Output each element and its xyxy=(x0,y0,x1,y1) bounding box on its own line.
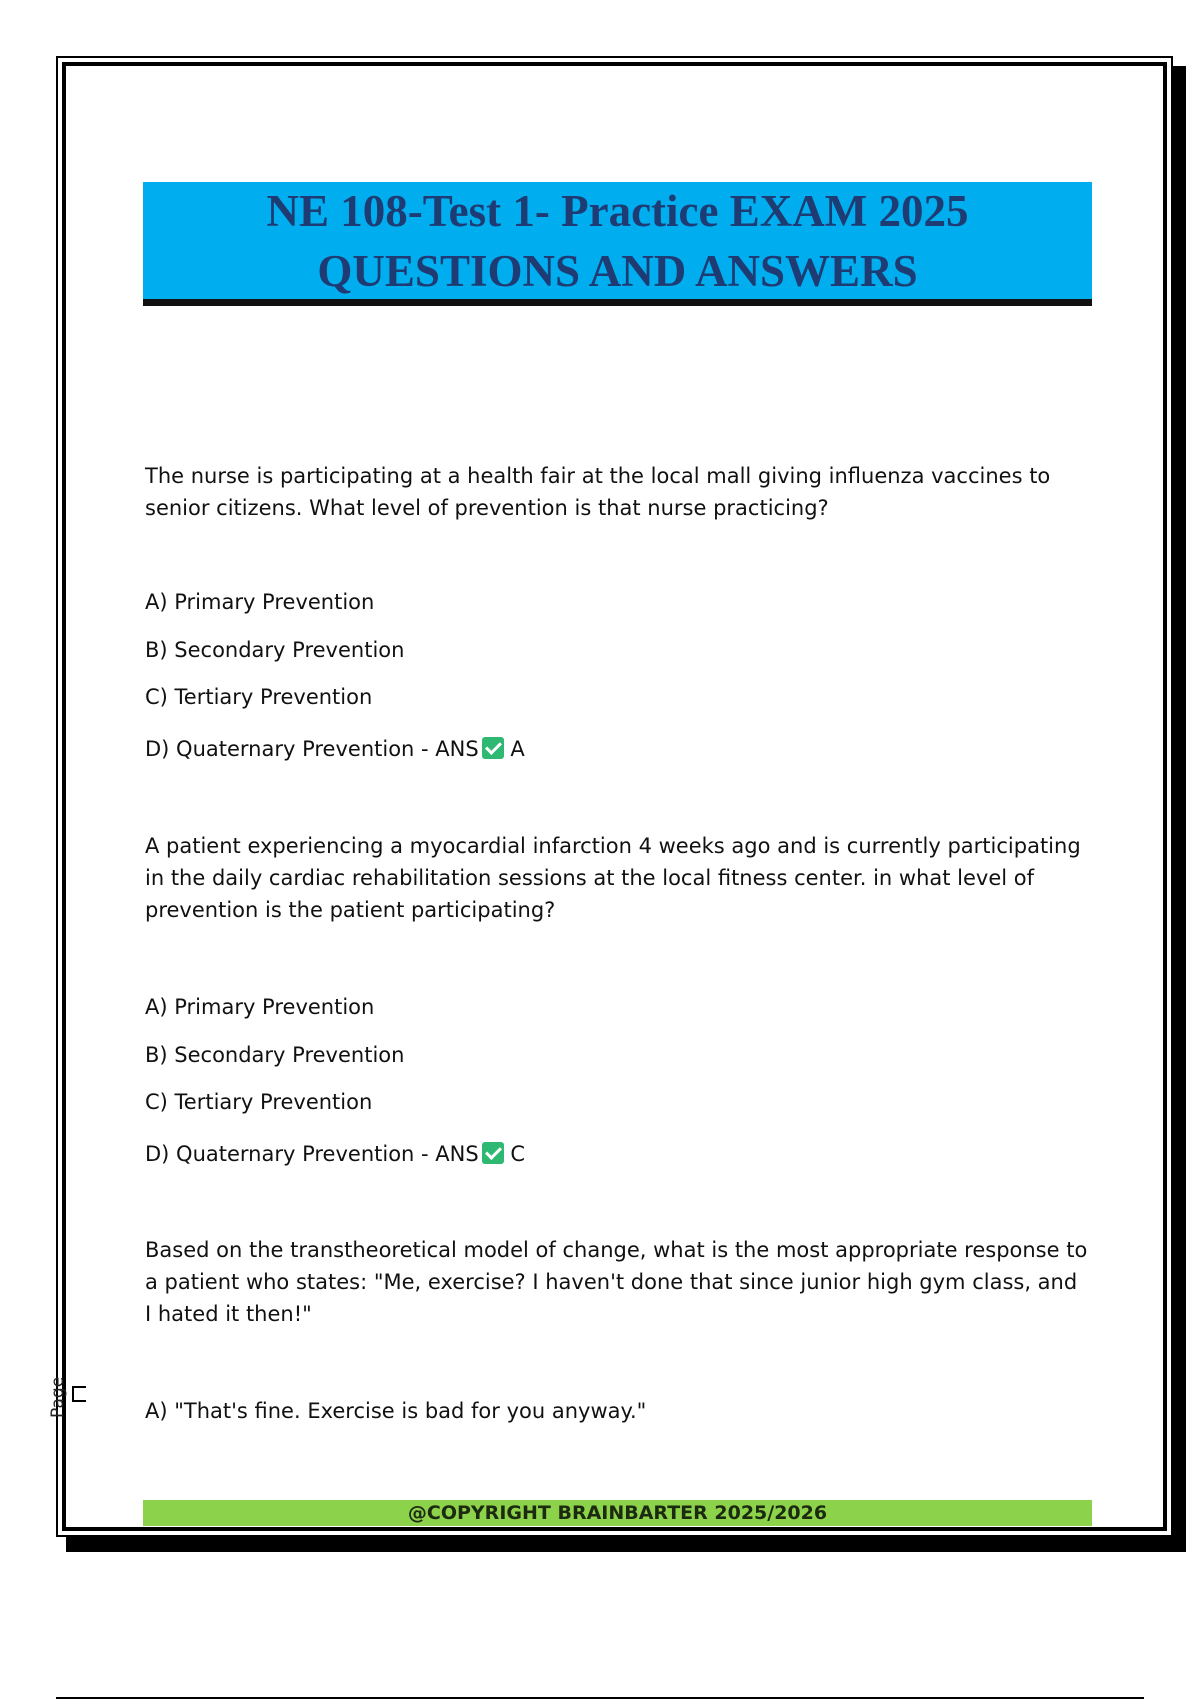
title-banner xyxy=(143,182,1092,306)
answer-letter: C xyxy=(510,1142,526,1166)
option-a: A) "That's fine. Exercise is bad for you anyway." xyxy=(145,1399,647,1423)
option-c: C) Tertiary Prevention xyxy=(145,685,373,709)
option-b: B) Secondary Prevention xyxy=(145,638,405,662)
question-text: Based on the transtheoretical model of change, what is the most appropriate response to a patient who states: "Me, exercise? I haven't done that since junior high gym class, and I hated it then!" xyxy=(145,1238,1088,1326)
check-icon xyxy=(482,737,504,759)
page-label: Page xyxy=(48,1376,68,1418)
question-text: The nurse is participating at a health fair at the local mall giving influenza vaccines to senior citizens. What level of prevention is that nurse practicing? xyxy=(145,464,1051,520)
check-icon xyxy=(482,1142,504,1164)
option-a: A) Primary Prevention xyxy=(145,590,375,614)
option-b: B) Secondary Prevention xyxy=(145,1043,405,1067)
question-block xyxy=(145,460,1090,761)
answer-letter: A xyxy=(510,737,525,761)
option-c: C) Tertiary Prevention xyxy=(145,1090,373,1114)
title-line-1: NE 108-Test 1- Practice EXAM 2025 xyxy=(266,185,969,236)
option-d: D) Quaternary Prevention - ANS C xyxy=(145,1142,526,1166)
copyright-footer xyxy=(143,1500,1092,1526)
page-number-marker xyxy=(72,1386,86,1402)
question-block xyxy=(145,1234,1090,1423)
bottom-rule xyxy=(56,1697,1144,1699)
copyright-text: @COPYRIGHT BRAINBARTER 2025/2026 xyxy=(407,1502,828,1524)
option-d: D) Quaternary Prevention - ANS A xyxy=(145,737,525,761)
option-a: A) Primary Prevention xyxy=(145,995,375,1019)
question-text: A patient experiencing a myocardial infarction 4 weeks ago and is currently participating in the daily cardiac rehabilitation sessions at the local fitness center. in what level of prevention is the patient participating? xyxy=(145,834,1081,922)
question-block xyxy=(145,830,1090,1166)
title-line-2: QUESTIONS AND ANSWERS xyxy=(317,245,918,296)
